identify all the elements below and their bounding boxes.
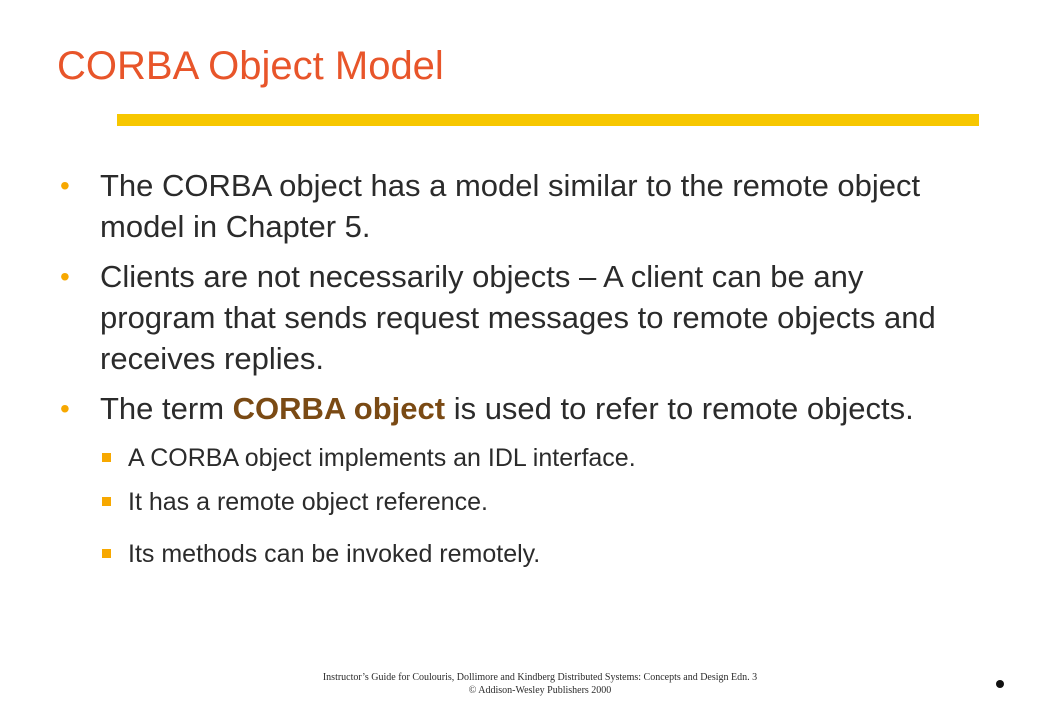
bullet-text-3-emphasis: CORBA object [232,391,446,426]
sub-bullet-text-1: A CORBA object implements an IDL interface. [128,444,636,472]
sub-bullet-item-3 [100,539,980,569]
bullet-text-3-after: is used to refer to remote objects. [445,391,914,426]
footer-credits [200,671,880,697]
sub-bullet-item-1 [100,443,980,473]
sub-bullet-list [100,443,980,569]
footer-line-1: Instructor’s Guide for Coulouris, Dollimore and Kindberg Distributed Systems: Concepts and Design Edn. 3 [322,672,758,683]
title-underline-bar [117,114,979,126]
square-bullet-icon [102,549,111,558]
bullet-dot-icon: • [60,393,70,424]
sub-bullet-text-2: It has a remote object reference. [128,488,488,516]
bullet-dot-icon: • [60,170,70,201]
footer-line-2: © Addison-Wesley Publishers 2000 [468,685,612,696]
square-bullet-icon [102,453,111,462]
bullet-item-3 [60,388,980,569]
bullet-item-2 [60,256,980,379]
bullet-item-1 [60,165,980,247]
bullet-dot-icon: • [60,261,70,292]
sub-bullet-item-2 [100,487,980,517]
bullet-text-1: The CORBA object has a model similar to the remote object model in Chapter 5. [100,168,921,244]
corner-dot-icon [996,680,1004,688]
square-bullet-icon [102,497,111,506]
sub-bullet-text-3: Its methods can be invoked remotely. [128,540,541,568]
bullet-text-2: Clients are not necessarily objects – A client can be any program that sends request messages to remote objects and receives replies. [100,259,936,376]
slide-title: CORBA Object Model [57,44,444,88]
bullet-list [60,165,980,578]
bullet-text-3-before: The term [100,391,233,426]
